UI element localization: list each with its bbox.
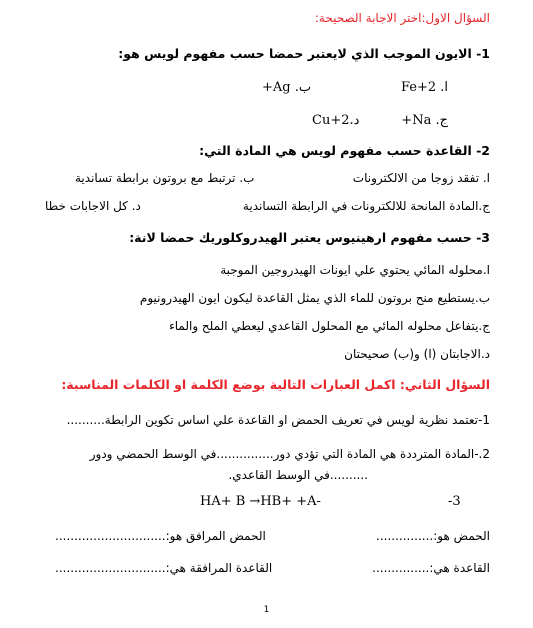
q1-item2-option-b: ب. ترتبط مع بروتون برابطة تساندية [75,171,255,185]
q1-item1-option-c: ج. Na+ [401,113,448,128]
q1-item1-option-d: د.Cu+2 [312,113,360,128]
q1-item3-stem: 3- حسب مفهوم ارهينيوس يعتبر الهيدروكلوريك حمضا لانة: [129,230,490,245]
q1-item3-option-a: ا.محلوله المائي يحتوي علي ايونات الهيدروجين الموجبة [220,263,490,277]
q1-item1-option-b: ب. Ag+ [262,80,312,95]
base-blank: القاعدة هي:............... [372,561,490,575]
page-number: 1 [263,605,270,615]
q1-item3-option-b: ب.يستطيع منح بروتون للماء الذي يمثل القاعدة ليكون ايون الهيدرونيوم [139,291,490,305]
q1-item3-option-c: ج.يتفاعل محلوله المائي مع المحلول القاعدي ليعطي الملح والماء [169,319,490,333]
q1-title: السؤال الاول:اختر الاجابة الصحيحة: [314,11,490,25]
q2-statement-2-line-2: ..........في الوسط القاعدي. [228,468,368,482]
q1-item2-option-d: د. كل الاجابات خطا [45,199,141,213]
q1-item2-stem: 2- القاعدة حسب مفهوم لويس هي المادة التي: [199,143,490,158]
q1-item1-option-a: ا. Fe+2 [400,80,448,95]
q2-statement-1: 1-تعتمد نظرية لويس في تعريف الحمض او القاعدة علي اساس تكوين الرابطة.......... [66,413,490,427]
q2-statement-3-number: -3 [448,494,461,509]
q2-statement-2-line-1: 2.-المادة المترددة هي المادة التي تؤدي دور...............في الوسط الحمضي ودور [89,447,490,461]
conjugate-base-blank: القاعدة المرافقة هي:............................. [55,561,273,575]
q2-title: السؤال الثاني: اكمل العبارات التالية بوضع الكلمة او الكلمات المناسبة: [61,377,490,392]
q1-item2-option-c: ج.المادة المانحة للالكترونات في الرابطة التساندية [242,199,490,213]
q1-item2-option-a: ا. تفقد زوجا من الالكترونات [352,171,490,185]
q1-item1-stem: 1- الايون الموجب الذي لايعتبر حمضا حسب مفهوم لويس هو: [118,46,490,61]
q2-statement-3-equation: HA+ B →HB+ +A- [200,494,321,509]
acid-blank: الحمض هو:............... [376,529,490,543]
q1-item3-option-d: د.الاجابتان (ا) و(ب) صحيحتان [344,347,490,361]
conjugate-acid-blank: الحمض المرافق هو:............................. [55,529,266,543]
